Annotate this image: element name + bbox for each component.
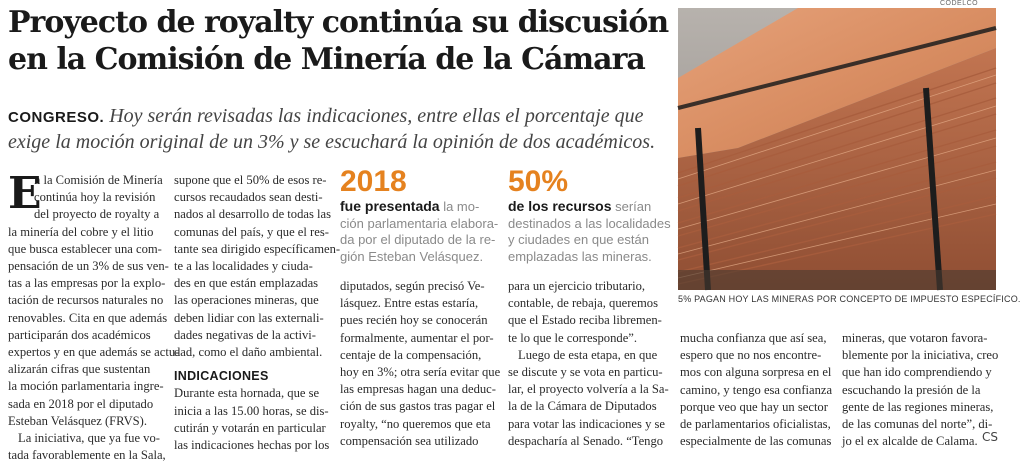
body-line: continúa hoy la revisión — [34, 190, 156, 205]
body-line: la moción parlamentaria ingre- — [8, 379, 164, 394]
section-tag: CONGRESO. — [8, 109, 105, 126]
body-column-1 — [8, 168, 180, 464]
body-line: la minería del cobre y el litio — [8, 224, 154, 239]
body-line: tante sea dirigido específicamen- — [174, 241, 341, 256]
stat-number: 2018 — [340, 165, 407, 198]
stat-text — [508, 198, 672, 265]
drop-cap: E — [8, 168, 42, 219]
body-line: supone que el 50% de esos re- — [174, 173, 327, 187]
body-line: del proyecto de royalty a — [34, 207, 160, 222]
body-line: Luego de esta etapa, en que — [518, 347, 658, 362]
stat-line: emplazadas las mineras. — [508, 248, 652, 264]
stat-line: la mo- — [439, 199, 480, 214]
body-line: la de la Cámara de Diputados — [508, 399, 657, 414]
body-line: tas a las empresas por la explo- — [8, 276, 166, 291]
body-line: lásquez. Entre estas estaría, — [340, 296, 479, 311]
body-line: camino, y tengo esa confianza — [680, 382, 833, 397]
body-line: cutirán y votarán en particular — [174, 420, 326, 435]
subhead-indicaciones: INDICACIONES — [174, 369, 269, 384]
stat-line: ción parlamentaria elabora- — [340, 215, 499, 231]
body-line: Esteban Velásquez (FRVS). — [8, 413, 148, 428]
body-line: para votar las indicaciones y se — [508, 416, 666, 431]
body-line: mucha confianza que así sea, — [680, 331, 827, 345]
body-line: expertos y en que además se actu- — [8, 345, 180, 360]
body-line: formalmente, aumentar el por- — [340, 330, 494, 345]
body-line: de parlamentarios oficialistas, — [680, 417, 831, 432]
body-line: pensación de un 3% de sus ven- — [8, 259, 169, 274]
body-line: diputados, según precisó Ve- — [340, 279, 485, 293]
author-signature: CS — [982, 430, 998, 444]
body-column-6 — [842, 330, 998, 450]
stat-bold: de los recursos — [508, 198, 612, 214]
body-line: para un ejercicio tributario, — [508, 279, 646, 293]
body-line: alizarán cifras que sustentan — [8, 362, 151, 377]
body-line: que el Estado reciba libremen- — [508, 313, 662, 328]
body-line: especialmente de las comunas — [680, 434, 832, 449]
body-line: blemente por la iniciativa, creo — [842, 348, 999, 363]
body-line: Durante esta hornada, que se — [174, 386, 320, 401]
body-line: pues recién hoy se conocerán — [340, 313, 488, 328]
stat-line: y ciudades en que están — [508, 232, 649, 247]
body-line: te lo que le corresponde”. — [508, 330, 638, 345]
body-line: contable, de rebaja, queremos — [508, 296, 659, 311]
copper-sheets-illustration — [678, 8, 996, 290]
body-line: participarán dos académicos — [8, 327, 151, 342]
headline-line: en la Comisión de Minería de la Cámara — [8, 42, 645, 77]
stat-text — [340, 198, 500, 265]
body-line: sada en 2018 por el diputado — [8, 396, 154, 411]
stat-box-50 — [508, 166, 672, 265]
stat-line: gión Esteban Velásquez. — [340, 248, 484, 264]
body-line: de las comunas del norte”, di- — [842, 417, 993, 432]
body-line: jo el ex alcalde de Calama. — [842, 434, 978, 449]
stat-bold: fue presentada — [340, 198, 440, 214]
body-line: lar, el proyecto volvería a la Sa- — [508, 382, 669, 397]
body-line: centaje de la compensación, — [340, 347, 482, 362]
body-line: gente de las regiones mineras, — [842, 399, 994, 414]
body-line: que han ido comprendiendo y — [842, 365, 992, 380]
body-column-5 — [680, 330, 836, 450]
headline — [8, 4, 668, 78]
body-line: La iniciativa, que ya fue vo- — [18, 431, 160, 446]
body-line: mineras, que votaron favora- — [842, 331, 988, 345]
stat-line: destinados a las localidades — [508, 215, 671, 231]
photo-caption: 5% PAGAN HOY LAS MINERAS POR CONCEPTO DE IMPUESTO ESPECÍFICO. — [678, 294, 1021, 304]
body-line: dad, como el daño ambiental. — [174, 345, 323, 360]
body-line: las operaciones mineras, que — [174, 293, 319, 308]
headline-line: Proyecto de royalty continúa su discusión — [8, 5, 669, 40]
body-line: se discute y se vota en particu- — [508, 365, 663, 380]
body-line: despacharía al Senado. “Tengo — [508, 433, 664, 448]
lead-text: Hoy serán revisadas las indicaciones, entre ellas el porcentaje que — [104, 105, 644, 127]
body-line: porque veo que hay un sector — [680, 399, 828, 414]
body-column-2 — [174, 172, 341, 454]
body-line: las indicaciones hechas por los — [174, 438, 330, 453]
body-line: deben lidiar con las externali- — [174, 310, 324, 325]
body-line: inicia a las 15.00 horas, se dis- — [174, 403, 329, 418]
body-line: ción de sus gastos tras pagar el — [340, 399, 496, 414]
body-line: tación de recursos naturales no — [8, 293, 164, 308]
lead-line-2: exige la moción original de un 3% y se escuchará la opinión de dos académicos. — [8, 131, 656, 153]
body-line: espero que no nos encontre- — [680, 348, 822, 363]
body-line: te a las localidades y ciuda- — [174, 259, 313, 274]
lead-paragraph — [8, 104, 668, 154]
photo-credit: CODELCO — [940, 0, 979, 7]
body-column-3 — [340, 278, 500, 450]
body-line: que busca establecer una com- — [8, 241, 162, 256]
body-line: escuchando la presión de la — [842, 382, 981, 397]
body-line: renovables. Cita en que además — [8, 310, 168, 325]
body-column-4 — [508, 278, 672, 450]
body-line: las empresas hagan una deduc- — [340, 382, 496, 397]
body-line: compensación sea utilizado — [340, 433, 479, 448]
body-line: tada favorablemente en la Sala, — [8, 448, 166, 463]
body-line: nados al desarrollo de todas las — [174, 207, 332, 222]
stat-number: 50% — [508, 165, 569, 198]
body-line: n la Comisión de Minería — [34, 173, 163, 187]
stat-box-2018 — [340, 166, 500, 265]
stat-line: da por el diputado de la re- — [340, 232, 496, 247]
body-line: mos con alguna sorpresa en el — [680, 365, 832, 380]
stat-line: serían — [611, 199, 652, 214]
copper-cathodes-photo — [678, 8, 996, 290]
body-line: cursos recaudados sean desti- — [174, 190, 323, 205]
body-line: comunas del país, y que el res- — [174, 224, 329, 239]
body-line: hoy en 3%; otra sería evitar que — [340, 365, 501, 380]
body-line: dades negativas de la activi- — [174, 327, 316, 342]
lead-line-1 — [8, 104, 668, 130]
body-line: royalty, “no queremos que eta — [340, 416, 491, 431]
body-line: des en que están emplazadas — [174, 276, 319, 291]
